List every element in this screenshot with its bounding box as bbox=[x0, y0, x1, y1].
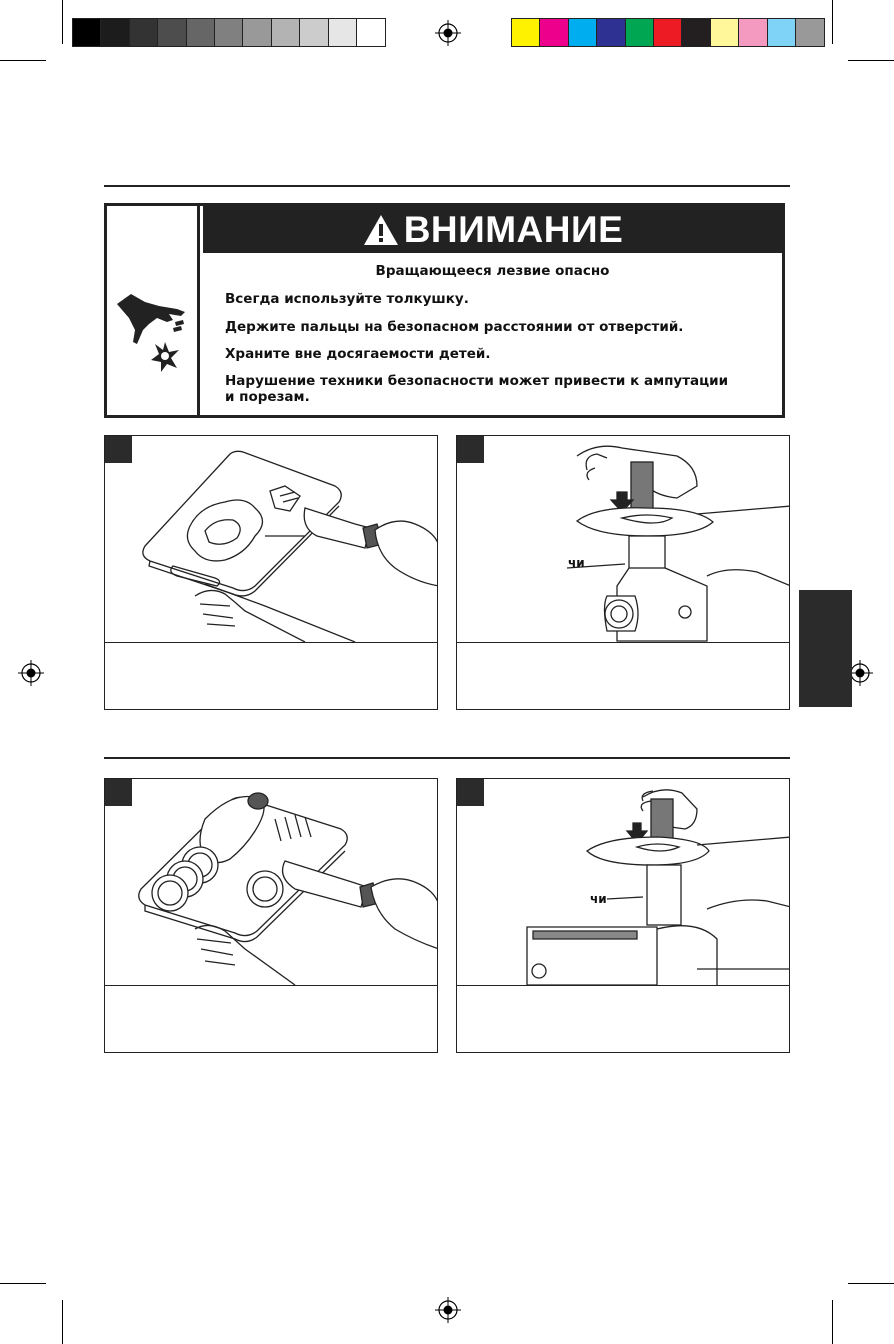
color-bar bbox=[511, 18, 825, 47]
color-swatch bbox=[300, 19, 328, 46]
color-swatch bbox=[711, 19, 739, 46]
crop-mark bbox=[848, 1283, 894, 1284]
warning-line: Всегда используйте толкушку. bbox=[225, 291, 469, 307]
color-swatch bbox=[329, 19, 357, 46]
color-swatch bbox=[187, 19, 215, 46]
part-callout-label: чи bbox=[568, 556, 585, 570]
warning-line: Держите пальцы на безопасном расстоянии от отверстий. bbox=[225, 319, 684, 335]
grayscale-bar bbox=[72, 18, 386, 47]
color-swatch bbox=[739, 19, 767, 46]
illustration-meat-cutting bbox=[105, 436, 437, 643]
section-rule-top bbox=[104, 185, 790, 187]
warning-line: Нарушение техники безопасности может привести к ампутации bbox=[225, 373, 729, 389]
step-panel-vegetable-cutting bbox=[104, 778, 438, 1053]
crop-mark bbox=[848, 60, 894, 61]
color-swatch bbox=[768, 19, 796, 46]
color-swatch bbox=[597, 19, 625, 46]
hand-blade-hazard-icon bbox=[107, 206, 197, 415]
crop-mark bbox=[832, 0, 833, 44]
illustration-vegetable-slicer bbox=[457, 779, 789, 986]
hazard-icon-column bbox=[107, 206, 200, 415]
warning-box bbox=[104, 203, 785, 418]
warning-subtitle: Вращающееся лезвие опасно bbox=[375, 263, 610, 279]
color-swatch bbox=[796, 19, 824, 46]
step-number-badge bbox=[457, 779, 484, 806]
color-swatch bbox=[101, 19, 129, 46]
color-swatch bbox=[682, 19, 710, 46]
step-panel-meat-cutting bbox=[104, 435, 438, 710]
step-number-badge bbox=[105, 779, 132, 806]
warning-body bbox=[203, 253, 782, 415]
warning-header bbox=[203, 206, 782, 253]
registration-mark-icon bbox=[435, 1297, 461, 1323]
color-swatch bbox=[540, 19, 568, 46]
color-swatch bbox=[512, 19, 540, 46]
color-swatch bbox=[569, 19, 597, 46]
crop-mark bbox=[0, 1283, 46, 1284]
registration-mark-icon bbox=[435, 20, 461, 46]
part-callout-label: чи bbox=[590, 892, 607, 906]
color-swatch bbox=[357, 19, 385, 46]
crop-mark bbox=[0, 60, 46, 61]
step-number-badge bbox=[105, 436, 132, 463]
color-swatch bbox=[73, 19, 101, 46]
warning-title: ВНИМАНИЕ bbox=[403, 208, 624, 250]
color-swatch bbox=[654, 19, 682, 46]
warning-line: Храните вне досягаемости детей. bbox=[225, 346, 491, 362]
color-swatch bbox=[626, 19, 654, 46]
step-number-badge bbox=[457, 436, 484, 463]
language-side-tab bbox=[799, 590, 852, 707]
warning-line: и порезам. bbox=[225, 389, 310, 405]
step-panel-vegetable-slicer bbox=[456, 778, 790, 1053]
step-caption bbox=[457, 643, 789, 709]
color-swatch bbox=[215, 19, 243, 46]
warning-triangle-icon bbox=[362, 213, 400, 247]
color-swatch bbox=[272, 19, 300, 46]
color-swatch bbox=[158, 19, 186, 46]
color-swatch bbox=[130, 19, 158, 46]
crop-mark bbox=[832, 1300, 833, 1344]
step-caption bbox=[105, 986, 437, 1052]
illustration-vegetable-cutting bbox=[105, 779, 437, 986]
color-swatch bbox=[243, 19, 271, 46]
crop-mark bbox=[62, 1300, 63, 1344]
section-rule-middle bbox=[104, 757, 790, 759]
crop-mark bbox=[62, 0, 63, 44]
illustration-meat-grinder bbox=[457, 436, 789, 643]
step-panel-meat-grinder bbox=[456, 435, 790, 710]
step-caption bbox=[105, 643, 437, 709]
registration-mark-icon bbox=[18, 660, 44, 686]
step-caption bbox=[457, 986, 789, 1052]
